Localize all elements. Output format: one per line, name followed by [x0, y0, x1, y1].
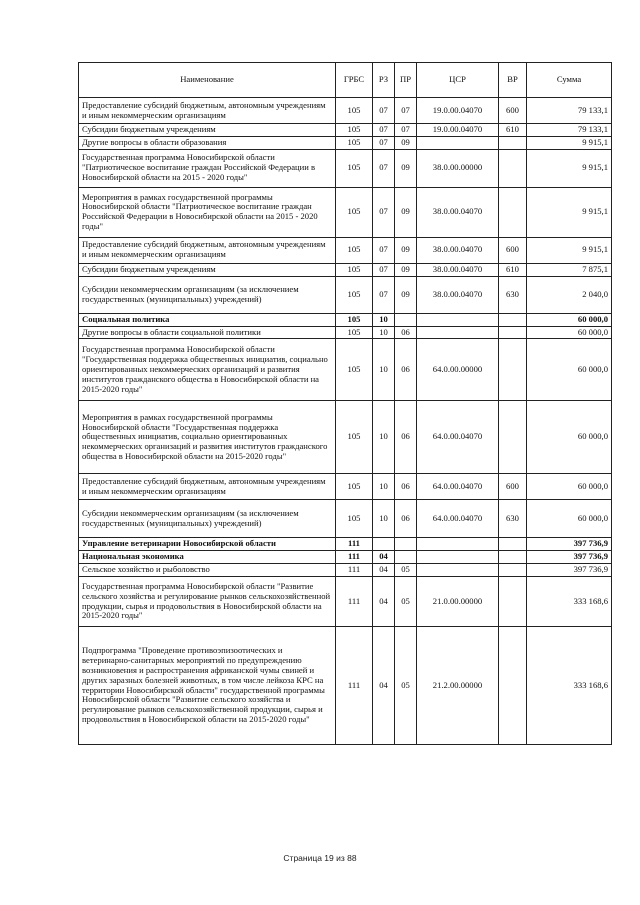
- cell-vr: 610: [499, 124, 527, 137]
- cell-csr: [417, 564, 499, 577]
- cell-grbs: 111: [336, 551, 373, 564]
- column-header-pr: ПР: [395, 63, 417, 98]
- table-row: [79, 149, 612, 187]
- cell-sum: 60 000,0: [527, 313, 612, 326]
- cell-pr: 06: [395, 339, 417, 401]
- cell-vr: [499, 538, 527, 551]
- cell-pr: [395, 551, 417, 564]
- cell-pr: 06: [395, 326, 417, 339]
- cell-vr: [499, 136, 527, 149]
- cell-csr: 38.0.00.04070: [417, 276, 499, 313]
- cell-pr: 07: [395, 124, 417, 137]
- cell-pr: 09: [395, 237, 417, 263]
- cell-csr: 38.0.00.04070: [417, 237, 499, 263]
- cell-csr: 38.0.00.04070: [417, 263, 499, 276]
- table-row: [79, 263, 612, 276]
- cell-grbs: 105: [336, 187, 373, 237]
- cell-rz: 04: [373, 577, 395, 627]
- table-row: [79, 237, 612, 263]
- cell-name: Подпрограмма "Проведение противоэпизоотических и ветеринарно-санитарных мероприятий по предупреждению возникновения и распространения африканской чумы свиней и других заразных болезней животных, в том числе лейкоза КРС на территории Новосибирской области" государственной программы Новосибирской области "Развитие сельского хозяйства и регулирование рынков сельскохозяйственной продукции, сырья и продовольствия в Новосибирской области на 2015-2020 годы": [79, 627, 336, 745]
- cell-pr: 05: [395, 564, 417, 577]
- table-row: [79, 187, 612, 237]
- cell-csr: 21.0.00.00000: [417, 577, 499, 627]
- cell-csr: [417, 136, 499, 149]
- cell-rz: 10: [373, 401, 395, 474]
- cell-rz: 10: [373, 500, 395, 538]
- table-row: [79, 98, 612, 124]
- cell-name: Субсидии некоммерческим организациям (за исключением государственных (муниципальных) учреждений): [79, 500, 336, 538]
- cell-vr: 630: [499, 500, 527, 538]
- cell-rz: 04: [373, 551, 395, 564]
- cell-grbs: 105: [336, 474, 373, 500]
- cell-vr: [499, 577, 527, 627]
- cell-sum: 397 736,9: [527, 538, 612, 551]
- cell-csr: 64.0.00.00000: [417, 339, 499, 401]
- table-row: [79, 124, 612, 137]
- table-row: [79, 401, 612, 474]
- cell-grbs: 105: [336, 98, 373, 124]
- cell-pr: 06: [395, 401, 417, 474]
- cell-sum: 79 133,1: [527, 98, 612, 124]
- table-row: [79, 326, 612, 339]
- table-row: [79, 577, 612, 627]
- cell-rz: 04: [373, 627, 395, 745]
- cell-rz: 07: [373, 124, 395, 137]
- cell-name: Государственная программа Новосибирской области "Государственная поддержка общественных инициатив, социально ориентированных некоммерческих организаций и развития институтов гражданского общества в Новосибирской области на 2015-2020 годы": [79, 339, 336, 401]
- cell-vr: [499, 339, 527, 401]
- cell-name: Другие вопросы в области образования: [79, 136, 336, 149]
- cell-csr: 19.0.00.04070: [417, 124, 499, 137]
- cell-grbs: 105: [336, 313, 373, 326]
- cell-name: Мероприятия в рамках государственной программы Новосибирской области "Государственная поддержка общественных инициатив, социально ориентированных некоммерческих организаций и развития институтов гражданского общества в Новосибирской области на 2015-2020 годы": [79, 401, 336, 474]
- cell-csr: [417, 538, 499, 551]
- table-body: [79, 98, 612, 745]
- cell-csr: [417, 551, 499, 564]
- cell-name: Мероприятия в рамках государственной программы Новосибирской области "Патриотическое воспитание граждан Российской Федерации в Новосибирской области на 2015 - 2020 годы": [79, 187, 336, 237]
- cell-name: Предоставление субсидий бюджетным, автономным учреждениям и иным некоммерческим организациям: [79, 474, 336, 500]
- cell-rz: 07: [373, 237, 395, 263]
- table-row: [79, 474, 612, 500]
- cell-grbs: 105: [336, 276, 373, 313]
- cell-vr: [499, 187, 527, 237]
- cell-pr: 09: [395, 276, 417, 313]
- cell-grbs: 105: [336, 124, 373, 137]
- cell-csr: [417, 313, 499, 326]
- cell-grbs: 105: [336, 237, 373, 263]
- cell-vr: [499, 564, 527, 577]
- cell-vr: [499, 326, 527, 339]
- cell-grbs: 105: [336, 136, 373, 149]
- cell-grbs: 111: [336, 538, 373, 551]
- cell-name: Субсидии некоммерческим организациям (за исключением государственных (муниципальных) учреждений): [79, 276, 336, 313]
- cell-sum: 9 915,1: [527, 149, 612, 187]
- column-header-grbs: ГРБС: [336, 63, 373, 98]
- cell-pr: 05: [395, 627, 417, 745]
- cell-csr: 64.0.00.04070: [417, 500, 499, 538]
- cell-name: Государственная программа Новосибирской области "Патриотическое воспитание граждан Российской Федерации в Новосибирской области на 2015 - 2020 годы": [79, 149, 336, 187]
- cell-sum: 2 040,0: [527, 276, 612, 313]
- cell-pr: 07: [395, 98, 417, 124]
- cell-sum: 60 000,0: [527, 326, 612, 339]
- cell-vr: 600: [499, 237, 527, 263]
- cell-rz: 10: [373, 326, 395, 339]
- cell-sum: 7 875,1: [527, 263, 612, 276]
- cell-vr: 600: [499, 98, 527, 124]
- cell-sum: 60 000,0: [527, 339, 612, 401]
- page-number-footer: Страница 19 из 88: [283, 853, 357, 863]
- cell-grbs: 105: [336, 326, 373, 339]
- cell-rz: 07: [373, 276, 395, 313]
- cell-grbs: 105: [336, 149, 373, 187]
- cell-vr: [499, 551, 527, 564]
- cell-csr: 64.0.00.04070: [417, 401, 499, 474]
- cell-name: Национальная экономика: [79, 551, 336, 564]
- cell-name: Предоставление субсидий бюджетным, автономным учреждениям и иным некоммерческим организациям: [79, 98, 336, 124]
- cell-sum: 397 736,9: [527, 564, 612, 577]
- cell-pr: 06: [395, 500, 417, 538]
- cell-rz: 07: [373, 136, 395, 149]
- cell-grbs: 105: [336, 339, 373, 401]
- cell-pr: 06: [395, 474, 417, 500]
- cell-sum: 60 000,0: [527, 401, 612, 474]
- cell-name: Субсидии бюджетным учреждениям: [79, 263, 336, 276]
- cell-rz: 10: [373, 339, 395, 401]
- cell-vr: 600: [499, 474, 527, 500]
- cell-sum: 60 000,0: [527, 474, 612, 500]
- table-header-row: [79, 63, 612, 98]
- cell-pr: 09: [395, 187, 417, 237]
- column-header-rz: РЗ: [373, 63, 395, 98]
- cell-name: Предоставление субсидий бюджетным, автономным учреждениям и иным некоммерческим организациям: [79, 237, 336, 263]
- cell-vr: 630: [499, 276, 527, 313]
- cell-rz: [373, 538, 395, 551]
- cell-pr: [395, 538, 417, 551]
- cell-pr: 05: [395, 577, 417, 627]
- cell-rz: 07: [373, 98, 395, 124]
- cell-csr: 21.2.00.00000: [417, 627, 499, 745]
- cell-vr: [499, 401, 527, 474]
- cell-csr: [417, 326, 499, 339]
- cell-sum: 9 915,1: [527, 136, 612, 149]
- table-row: [79, 136, 612, 149]
- cell-grbs: 111: [336, 577, 373, 627]
- cell-sum: 60 000,0: [527, 500, 612, 538]
- cell-name: Государственная программа Новосибирской области "Развитие сельского хозяйства и регулирование рынков сельскохозяйственной продукции, сырья и продовольствия в Новосибирской области на 2015-2020 годы": [79, 577, 336, 627]
- table-row: [79, 538, 612, 551]
- cell-grbs: 105: [336, 401, 373, 474]
- cell-csr: 19.0.00.04070: [417, 98, 499, 124]
- table-row: [79, 551, 612, 564]
- column-header-vr: ВР: [499, 63, 527, 98]
- cell-grbs: 111: [336, 564, 373, 577]
- cell-sum: 333 168,6: [527, 577, 612, 627]
- budget-table: [78, 62, 612, 745]
- table-row: [79, 627, 612, 745]
- cell-rz: 04: [373, 564, 395, 577]
- table-row: [79, 500, 612, 538]
- cell-rz: 07: [373, 149, 395, 187]
- cell-grbs: 111: [336, 627, 373, 745]
- cell-vr: [499, 627, 527, 745]
- cell-sum: 79 133,1: [527, 124, 612, 137]
- cell-sum: 9 915,1: [527, 187, 612, 237]
- cell-csr: 38.0.00.04070: [417, 187, 499, 237]
- cell-name: Сельское хозяйство и рыболовство: [79, 564, 336, 577]
- cell-csr: 38.0.00.00000: [417, 149, 499, 187]
- cell-rz: 07: [373, 187, 395, 237]
- cell-vr: [499, 313, 527, 326]
- cell-name: Управление ветеринарии Новосибирской области: [79, 538, 336, 551]
- cell-vr: [499, 149, 527, 187]
- column-header-sum: Сумма: [527, 63, 612, 98]
- column-header-name: Наименование: [79, 63, 336, 98]
- table-row: [79, 564, 612, 577]
- cell-grbs: 105: [336, 500, 373, 538]
- cell-pr: 09: [395, 263, 417, 276]
- column-header-csr: ЦСР: [417, 63, 499, 98]
- cell-rz: 10: [373, 313, 395, 326]
- table-row: [79, 313, 612, 326]
- cell-pr: [395, 313, 417, 326]
- cell-csr: 64.0.00.04070: [417, 474, 499, 500]
- cell-vr: 610: [499, 263, 527, 276]
- table-row: [79, 276, 612, 313]
- cell-name: Субсидии бюджетным учреждениям: [79, 124, 336, 137]
- cell-rz: 10: [373, 474, 395, 500]
- cell-pr: 09: [395, 149, 417, 187]
- cell-sum: 9 915,1: [527, 237, 612, 263]
- cell-pr: 09: [395, 136, 417, 149]
- cell-grbs: 105: [336, 263, 373, 276]
- cell-name: Социальная политика: [79, 313, 336, 326]
- cell-name: Другие вопросы в области социальной политики: [79, 326, 336, 339]
- cell-sum: 397 736,9: [527, 551, 612, 564]
- table-row: [79, 339, 612, 401]
- cell-rz: 07: [373, 263, 395, 276]
- cell-sum: 333 168,6: [527, 627, 612, 745]
